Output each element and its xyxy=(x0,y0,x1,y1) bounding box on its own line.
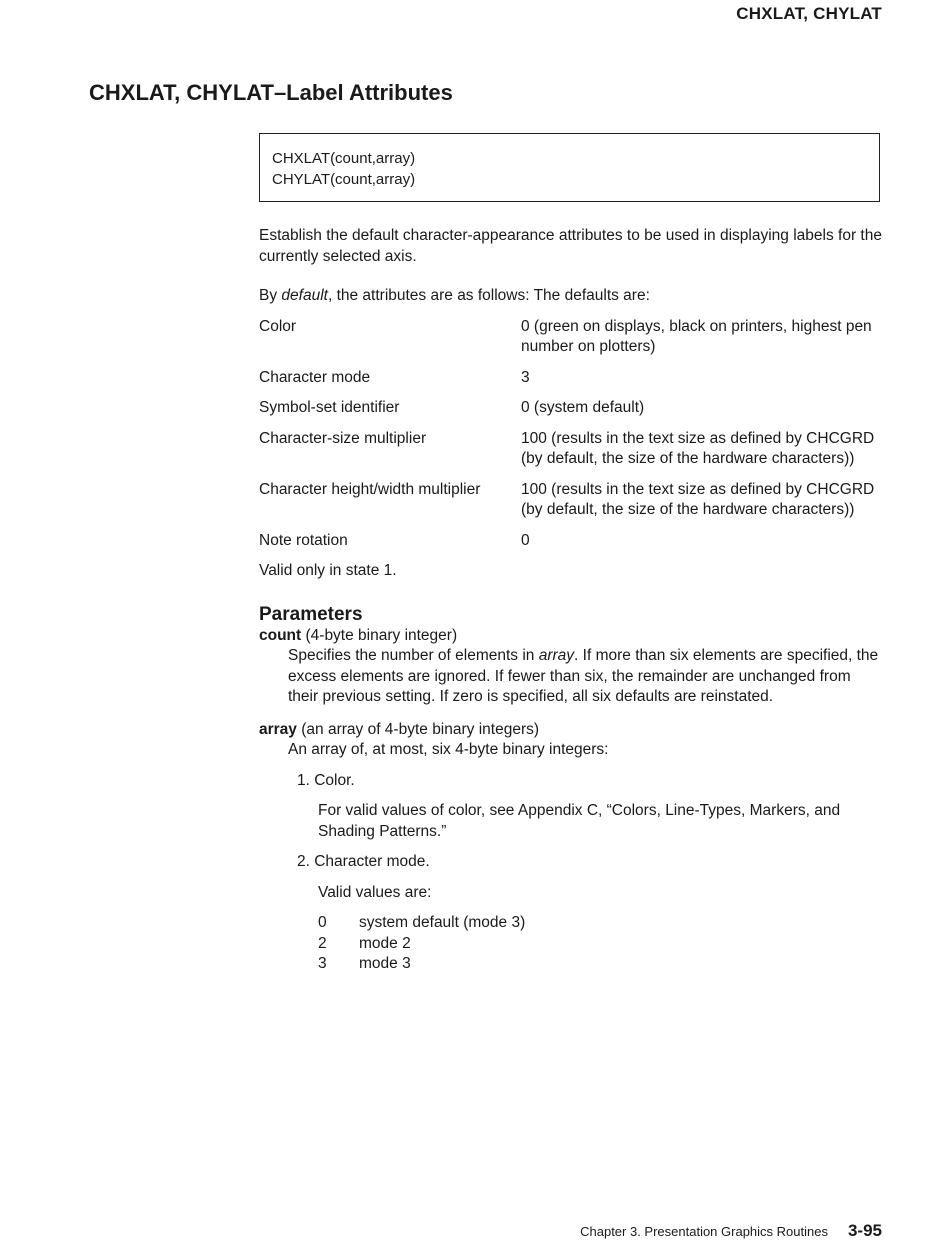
main-content xyxy=(259,226,883,975)
defaults-table xyxy=(259,317,883,562)
list-item xyxy=(297,852,883,975)
list-item-label: 1. Color. xyxy=(297,771,355,789)
page-number: 3-95 xyxy=(847,1221,882,1240)
syntax-box xyxy=(259,133,880,202)
param-count-term xyxy=(259,626,883,647)
list-item-label: 2. Character mode. xyxy=(297,853,430,870)
param-count-type: (4-byte binary integer) xyxy=(301,626,458,644)
param-array-description: An array of, at most, six 4-byte binary integers: xyxy=(288,741,609,758)
list-item-body: For valid values of color, see Appendix C, “Colors, Line-Types, Markers, and Shading Patterns.” xyxy=(318,802,841,840)
defaults-intro-suffix: , the attributes are as follows: The defaults are: xyxy=(327,287,650,304)
default-value: 100 (results in the text size as defined by CHCGRD (by default, the size of the hardware characters)) xyxy=(521,429,875,467)
value-code: 0 xyxy=(318,914,327,931)
value-row xyxy=(318,934,525,955)
value-meaning: system default (mode 3) xyxy=(359,914,526,931)
list-item xyxy=(297,771,883,843)
default-value: 0 xyxy=(521,531,530,549)
default-value: 100 (results in the text size as defined by CHCGRD (by default, the size of the hardware characters)) xyxy=(521,480,875,518)
defaults-intro xyxy=(259,286,883,307)
defaults-row xyxy=(259,317,883,368)
defaults-row xyxy=(259,531,883,562)
value-meaning: mode 3 xyxy=(359,955,411,972)
list-item-body: Valid values are: xyxy=(318,883,432,901)
intro-paragraph: Establish the default character-appearance attributes to be used in displaying labels for the currently selected axis. xyxy=(259,227,882,265)
default-value: 0 (green on displays, black on printers, highest pen number on plotters) xyxy=(521,317,872,355)
param-count-desc-suffix: . If more than six elements are specified, the excess elements are ignored. If fewer than six, the remainder are unchanged from their previous setting. If zero is specified, all six defaults are reinstated. xyxy=(288,647,879,705)
array-elements-list xyxy=(297,771,883,975)
syntax-line-chylat: CHYLAT(count,array) xyxy=(272,171,416,188)
defaults-row xyxy=(259,480,883,531)
default-attribute: Symbol-set identifier xyxy=(259,399,400,416)
section-title: CHXLAT, CHYLAT–Label Attributes xyxy=(89,80,453,105)
param-count-name: count xyxy=(259,626,302,644)
value-row xyxy=(318,913,525,934)
running-head: CHXLAT, CHYLAT xyxy=(736,4,882,23)
param-array-name: array xyxy=(259,720,297,738)
defaults-row xyxy=(259,429,883,480)
param-count-desc-emphasis: array xyxy=(538,647,575,664)
default-value: 0 (system default) xyxy=(521,399,645,416)
parameters-heading: Parameters xyxy=(259,603,363,625)
page-footer xyxy=(580,1221,882,1241)
param-array-term xyxy=(259,720,883,741)
value-row xyxy=(318,954,525,975)
value-meaning: mode 2 xyxy=(359,934,411,952)
syntax-line-chxlat: CHXLAT(count,array) xyxy=(272,150,416,167)
default-attribute: Character height/width multiplier xyxy=(259,480,481,498)
valid-state-note: Valid only in state 1. xyxy=(259,562,397,579)
defaults-row xyxy=(259,398,883,429)
default-value: 3 xyxy=(521,368,530,386)
footer-chapter: Chapter 3. Presentation Graphics Routines xyxy=(580,1224,828,1239)
character-mode-values-table xyxy=(318,913,525,975)
default-attribute: Character-size multiplier xyxy=(259,429,427,447)
value-code: 2 xyxy=(318,934,327,952)
param-array-type: (an array of 4-byte binary integers) xyxy=(296,720,540,738)
param-count-description xyxy=(288,646,883,708)
defaults-intro-emphasis: default xyxy=(281,287,328,304)
default-attribute: Color xyxy=(259,317,297,335)
param-count-desc-prefix: Specifies the number of elements in xyxy=(288,647,539,664)
value-code: 3 xyxy=(318,955,327,972)
default-attribute: Character mode xyxy=(259,368,371,386)
default-attribute: Note rotation xyxy=(259,531,348,549)
defaults-row xyxy=(259,368,883,399)
defaults-intro-prefix: By xyxy=(259,287,282,304)
